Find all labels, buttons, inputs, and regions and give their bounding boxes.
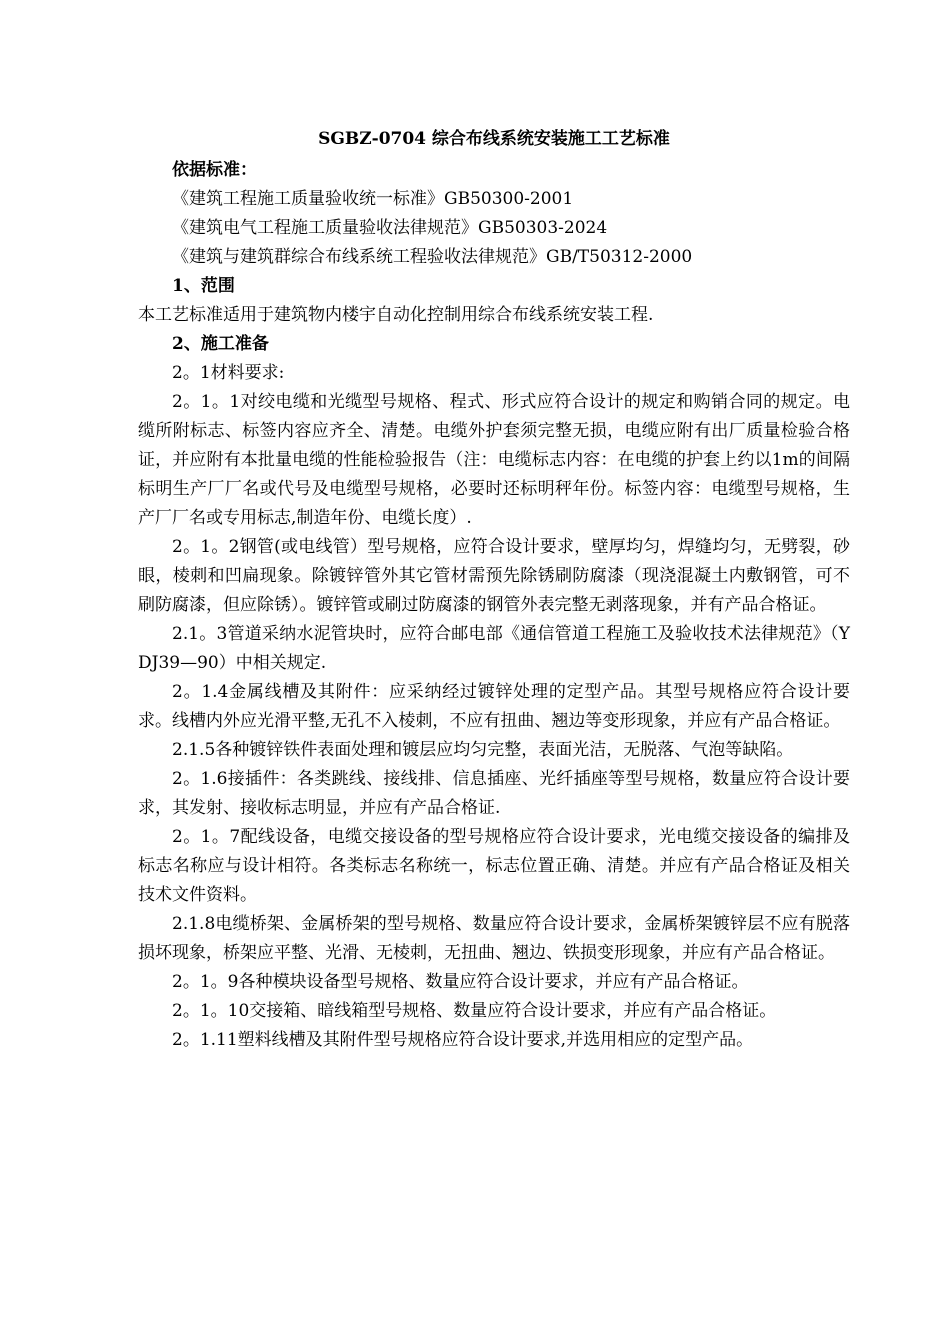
paragraph-2-1-10: 2。1。10交接箱、暗线箱型号规格、数量应符合设计要求，并应有产品合格证。 [172,1001,777,1021]
paragraph-2-1-5: 2.1.5各种镀锌铁件表面处理和镀层应均匀完整，表面光洁，无脱落、气泡等缺陷。 [172,740,794,760]
paragraph-2-1-4: 2。1.4金属线槽及其附件：应采纳经过镀锌处理的定型产品。其型号规格应符合设计要求。线槽内外应光滑平整,无孔不入棱刺，不应有扭曲、翘边等变形现象，并应有产品合格证。 [138,682,850,731]
standard-item-2: 《建筑电气工程施工质量验收法律规范》GB50303-2024 [172,218,608,238]
standard-item-3: 《建筑与建筑群综合布线系统工程验收法律规范》GB/T50312-2000 [172,247,693,267]
paragraph-2-1-11: 2。1.11塑料线槽及其附件型号规格应符合设计要求,并选用相应的定型产品。 [172,1030,754,1050]
section-1-text: 本工艺标准适用于建筑物内楼宇自动化控制用综合布线系统安装工程. [138,305,654,325]
document-title: SGBZ-0704 综合布线系统安装施工工艺标准 [318,129,670,149]
paragraph-2-1-9: 2。1。9各种模块设备型号规格、数量应符合设计要求，并应有产品合格证。 [172,972,749,992]
paragraph-2-1-6: 2。1.6接插件：各类跳线、接线排、信息插座、光纤插座等型号规格，数量应符合设计要求，其发射、接收标志明显，并应有产品合格证. [138,769,850,818]
subsection-2-1: 2。1材料要求: [172,363,285,383]
paragraph-2-1-8: 2.1.8电缆桥架、金属桥架的型号规格、数量应符合设计要求，金属桥架镀锌层不应有脱落损坏现象，桥架应平整、光滑、无棱刺，无扭曲、翘边、铁损变形现象，并应有产品合格证。 [138,914,850,963]
paragraph-2-1-3: 2.1。3管道采纳水泥管块时，应符合邮电部《通信管道工程施工及验收技术法律规范》（YDJ39—90）中相关规定. [138,624,850,673]
section-1-heading: 1、范围 [172,276,235,296]
standard-item-1: 《建筑工程施工质量验收统一标准》GB50300-2001 [172,189,574,209]
section-2-heading: 2、施工准备 [172,334,269,354]
paragraph-2-1-2: 2。1。2钢管(或电线管）型号规格，应符合设计要求，壁厚均匀，焊缝均匀，无劈裂，砂眼，棱刺和凹扁现象。除镀锌管外其它管材需预先除锈刷防腐漆（现浇混凝土内敷钢管，可不刷防腐漆，但应除锈）。镀锌管或刷过防腐漆的钢管外表完整无剥落现象，并有产品合格证。 [138,537,850,615]
paragraph-2-1-1: 2。1。1对绞电缆和光缆型号规格、程式、形式应符合设计的规定和购销合同的规定。电缆所附标志、标签内容应齐全、清楚。电缆外护套须完整无损，电缆应附有出厂质量检验合格证，并应附有本批量电缆的性能检验报告（注：电缆标志内容：在电缆的护套上约以1m的间隔标明生产厂厂名或代号及电缆型号规格，必要时还标明秤年份。标签内容：电缆型号规格，生产厂厂名或专用标志,制造年份、电缆长度）. [138,392,850,528]
document-page [138,126,850,1055]
basis-heading: 依据标准： [172,160,257,180]
paragraph-2-1-7: 2。1。7配线设备，电缆交接设备的型号规格应符合设计要求，光电缆交接设备的编排及标志名称应与设计相符。各类标志名称统一，标志位置正确、清楚。并应有产品合格证及相关技术文件资料。 [138,827,850,905]
